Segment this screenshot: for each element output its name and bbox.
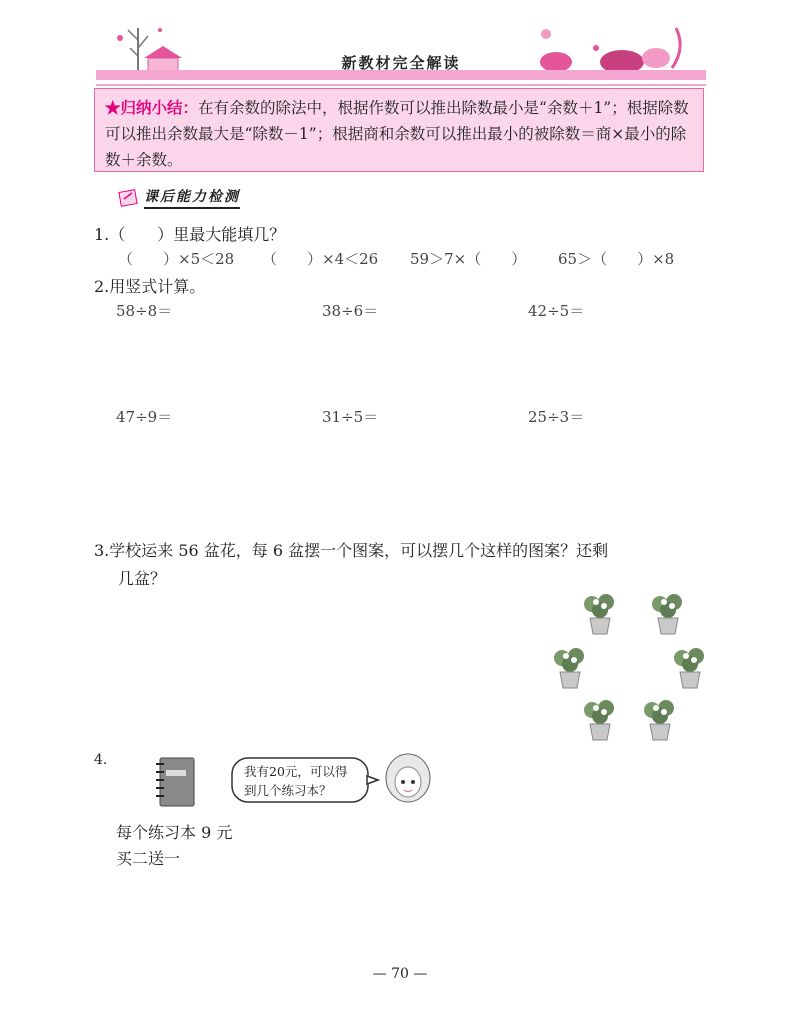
flower-pot-icon (642, 588, 694, 640)
q2-expr-2: 38÷6＝ (322, 302, 379, 320)
q2-title: 2.用竖式计算。 (94, 277, 206, 296)
flower-pot-icon (574, 588, 626, 640)
summary-box (94, 88, 704, 172)
speech-text (244, 762, 347, 800)
notebook-icon (152, 756, 198, 810)
section-label (118, 186, 240, 208)
q2-expr-3: 42÷5＝ (528, 302, 585, 320)
summary-lead: ★归纳小结： (105, 98, 199, 117)
flower-pots-illustration (540, 588, 720, 748)
header-divider (96, 84, 706, 86)
q1-title: 1.（ ）里最大能填几？ (94, 225, 286, 244)
q1-item-4: 65＞（ ）×8 (558, 250, 675, 268)
flower-pot-icon (634, 694, 686, 746)
q2-expr-6: 25÷3＝ (528, 408, 585, 426)
q3-line1: 3.学校运来 56 盆花，每 6 盆摆一个图案，可以摆几个这样的图案？还剩 (94, 541, 609, 560)
page-number: — 70 — (372, 966, 428, 982)
speech-line-1: 我有20元，可以得 (244, 764, 348, 779)
q1-item-1: （ ）×5＜28 (118, 250, 235, 268)
flower-pot-icon (664, 642, 716, 694)
flower-pot-icon (574, 694, 626, 746)
flower-pot-icon (544, 642, 596, 694)
q4-price: 每个练习本 9 元 (116, 823, 233, 842)
q3-line2: 几盆？ (118, 569, 167, 588)
q2-expr-4: 47÷9＝ (116, 408, 173, 426)
q1-item-3: 59＞7×（ ） (410, 250, 527, 268)
header-title: 新教材完全解读 (341, 54, 461, 72)
speech-line-2: 到几个练习本？ (244, 783, 332, 798)
q2-expr-5: 31÷5＝ (322, 408, 379, 426)
pencil-note-icon (118, 187, 140, 207)
q4-number: 4. (94, 752, 108, 768)
q2-expr-1: 58÷8＝ (116, 302, 173, 320)
girl-avatar-icon (380, 752, 436, 812)
q1-item-2: （ ）×4＜26 (262, 250, 379, 268)
section-label-text: 课后能力检测 (144, 186, 240, 209)
summary-text: 在有余数的除法中，根据作数可以推出除数最小是“余数＋1”；根据除数可以推出余数最大是“除数－1”；根据商和余数可以推出最小的被除数＝商×最小的除数＋余数。 (105, 99, 689, 169)
page-header (96, 14, 706, 84)
q4-promo: 买二送一 (116, 849, 181, 868)
